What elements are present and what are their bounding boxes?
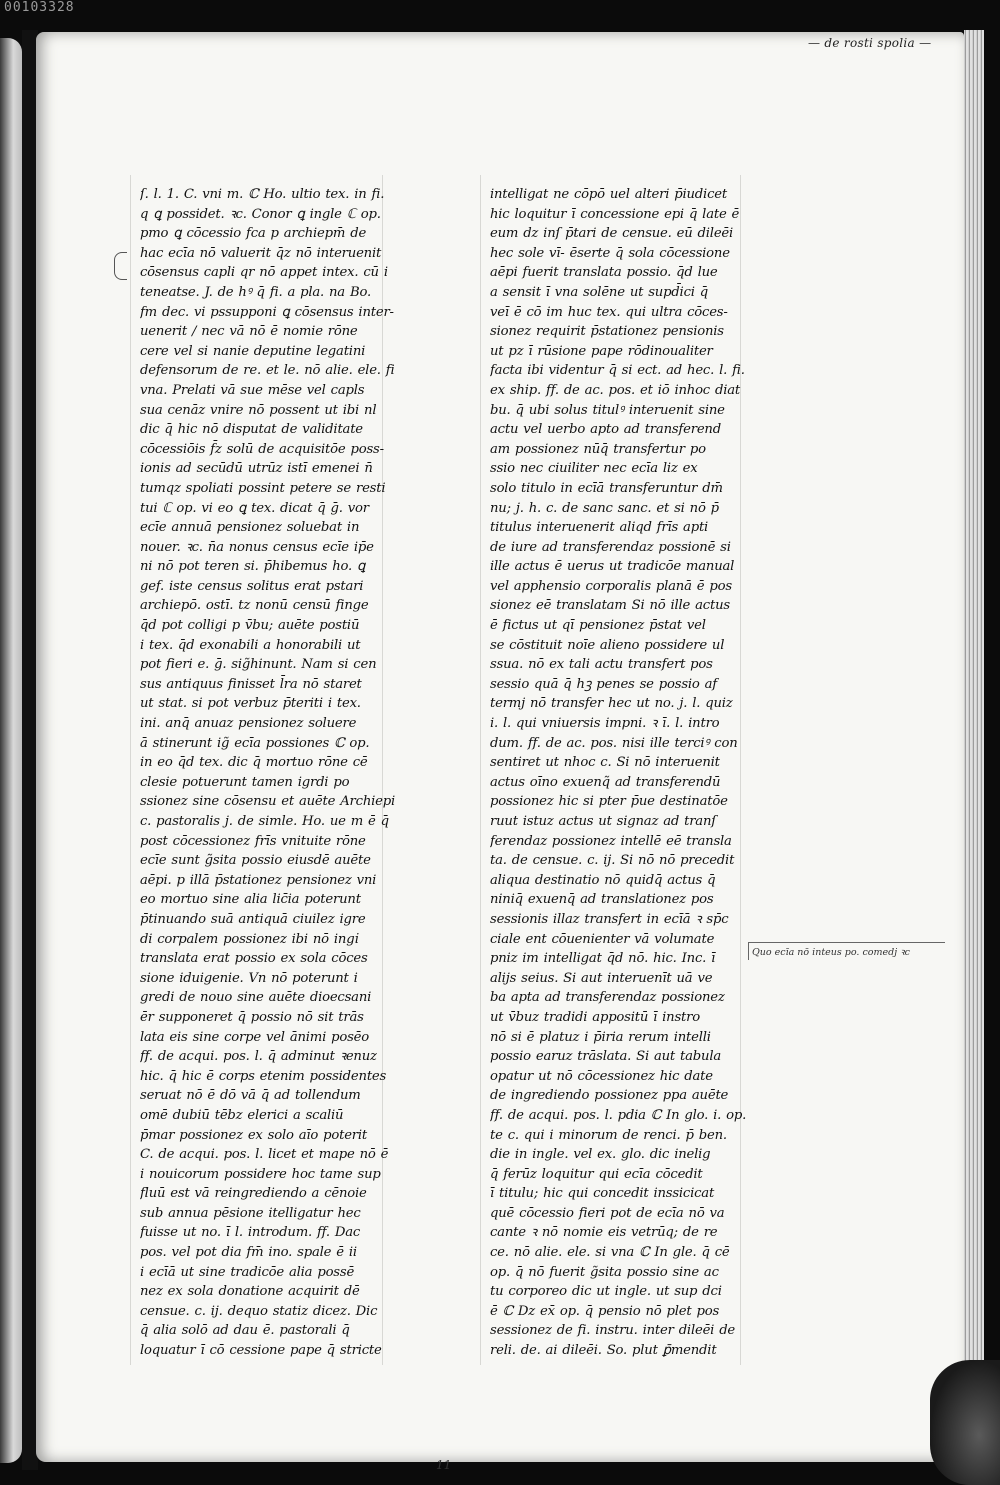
- text-line: sessionez de fi. instru. inter dileēi de: [490, 1323, 736, 1339]
- text-line: ut pz ī rūsione pape rōdinoualiter: [490, 343, 713, 359]
- text-line: possionez hic si pter p̄ue destinatōe: [490, 794, 728, 810]
- text-line: i. l. qui vniuersis impni. ꝛ ī. l. intro: [490, 716, 720, 732]
- ruling-line: [130, 175, 131, 1365]
- text-line: q̄d pot colligi p v̄bu; auēte postiū: [140, 618, 360, 634]
- text-line: aēpi fuerit translata possio. q̄d lue: [490, 265, 718, 281]
- text-line: a sensit ī vna solēne ut supd̄ici q̄: [490, 284, 709, 300]
- text-line: bu. q̄ ubi solus titulꝰ interuenit sine: [490, 402, 725, 418]
- text-line: seruat nō ē dō vā q̄ ad tollendum: [140, 1088, 361, 1104]
- text-line: i tex. q̄d exonabili a honorabili ut: [140, 637, 361, 653]
- text-line: niniq̄ exuenq̄ ad translationez pos: [490, 892, 714, 908]
- text-line: facta ibi videntur q̄ si ect. ad hec. l. fi.: [490, 363, 745, 379]
- text-line: nō si ē platuz i p̄iria rerum intelli: [490, 1029, 711, 1045]
- text-line: sus antiquus finisset l̄ra nō staret: [140, 676, 362, 692]
- text-line: tui ℂ op. vi eo ꝗ tex. dicat q̄ ḡ. vor: [140, 500, 369, 516]
- text-line: p̄mar possionez ex solo aīo poterit: [140, 1127, 368, 1143]
- text-line: ēr supponeret q̄ possio nō sit trās: [140, 1009, 364, 1025]
- text-line: op. q̄ nō fuerit g̃sita possio sine ac: [490, 1264, 719, 1280]
- text-line: am possionez nūq̄ transfertur po: [490, 441, 706, 457]
- text-line: eo mortuo sine alia lic̄ia poterunt: [140, 892, 361, 908]
- text-line: die in ingle. vel ex. glo. dic inelig: [490, 1147, 711, 1163]
- text-line: loquatur ī cō cessione pape q̄ stricte: [140, 1343, 382, 1359]
- text-line: gef. iste census solitus erat pstari: [140, 578, 364, 594]
- text-line: cōcessiōis f̄z solū de acquisitōe poss-: [140, 441, 384, 457]
- archive-code: 00103328: [4, 0, 75, 15]
- text-line: ferendaz possionez intellē eē transla: [490, 833, 732, 849]
- text-line: ruut istuz actus ut signaz ad tranſ: [490, 814, 716, 829]
- text-line: sionez eē translatam Si nō ille actus: [490, 598, 730, 614]
- text-line: ta. de censue. c. ij. Si nō nō precedit: [490, 853, 735, 869]
- text-line: aēpi. p illā p̄stationez pensionez vni: [140, 872, 377, 888]
- text-line: eum dz inſ p̄tari de censue. eū dileēi: [490, 226, 734, 242]
- text-line: fm dec. vi pssupponi ꝗ cōsensus inter-: [140, 304, 394, 320]
- text-line: ff. de acqui. pos. l. pdia ℂ In glo. i. op.: [490, 1107, 747, 1123]
- running-head: — de rosti spolia —: [808, 36, 931, 50]
- text-line: ssua. nō ex tali actu transfert pos: [490, 657, 713, 673]
- text-line: hac ecīa nō valuerit q̄z nō interuenit: [140, 245, 382, 261]
- text-line: se cōstituit noīe alieno possidere ul: [490, 637, 725, 653]
- text-column-left: [140, 185, 402, 1361]
- text-line: i ecīā ut sine tradicōe alia possē: [140, 1264, 355, 1280]
- ruling-line: [480, 175, 481, 1365]
- text-line: ut stat. si pot verbuz p̄teriti i tex.: [140, 696, 361, 712]
- text-line: ā stinerunt ig̃ ecīa possiones ℂ op.: [140, 735, 370, 751]
- margin-bracket-mark: [114, 252, 127, 280]
- text-line: p̄tinuando suā antiquā ciuilez igre: [140, 911, 366, 927]
- text-line: nez ex sola donatione acquirit dē: [140, 1284, 360, 1300]
- text-line: pot fieri e. ḡ. sig̃hinunt. Nam si cen: [140, 657, 377, 673]
- text-line: ni nō pot teren si. p̄hibemus ho. ꝗ: [140, 559, 366, 575]
- text-line: intelligat ne cōpō uel alteri p̄iudicet: [490, 187, 727, 202]
- text-line: nu; j. h. c. de sanc sanc. et si nō p̄: [490, 500, 719, 516]
- text-line: uenerit / nec vā nō ē nomie rōne: [140, 324, 358, 340]
- text-line: aliqua destinatio nō quidq̄ actus q̄: [490, 872, 716, 888]
- text-line: sionez requirit p̄stationez pensionis: [490, 324, 724, 340]
- text-line: vna. Prelati vā sue mēse vel capls: [140, 382, 365, 398]
- text-line: ē ℂ Dz ex̄ op. q̄ pensio nō plet pos: [490, 1303, 720, 1319]
- text-line: i nouicorum possidere hoc tame sup: [140, 1166, 381, 1182]
- left-page-edge: [0, 38, 22, 1463]
- text-line: defensorum de re. et le. nō alie. ele. fi: [140, 363, 395, 379]
- text-line: hic. q̄ hic ē corps etenim possidentes: [140, 1068, 387, 1084]
- text-line: sua cenāz vnire nō possent ut ibi nl: [140, 402, 377, 418]
- text-line: teneatse. J. de hꝰ q̄ fi. a pla. na Bo.: [140, 284, 371, 300]
- text-line: sione iduigenie. Vn nō poterunt i: [140, 970, 358, 986]
- text-line: q ꝗ possidet. ꝛc. Conor ꝗ ingle ℂ op.: [140, 206, 381, 222]
- text-line: pmo ꝗ cōcessio fca p archiepm̄ de: [140, 226, 367, 242]
- text-line: tu corporeo dic ut ingle. ut sup dci: [490, 1284, 722, 1300]
- text-line: ille actus ē uerus ut tradicōe manual: [490, 559, 735, 575]
- text-line: cere vel si nanie deputine legatini: [140, 343, 366, 359]
- text-line: archiepō. ostī. tz nonū censū finge: [140, 598, 369, 614]
- text-line: censue. c. ij. dequo statiz dicez. Dic: [140, 1303, 378, 1319]
- text-line: solo titulo in ecīā transferuntur dm̄: [490, 480, 723, 496]
- text-line: possio earuz trāslata. Si aut tabula: [490, 1049, 721, 1065]
- text-line: hec sole vī- ēserte q̄ sola cōcessione: [490, 245, 730, 261]
- text-line: q̄ alia solō ad dau ē. pastorali q̄: [140, 1323, 350, 1339]
- text-line: dum. ff. de ac. pos. nisi ille terciꝰ con: [490, 735, 738, 751]
- text-line: sub annua pēsione itelligatur hec: [140, 1205, 361, 1221]
- text-line: q̄ ferūz loquitur qui ecīa cōcedit: [490, 1166, 703, 1182]
- text-line: gredi de nouo sine auēte dioecsani: [140, 990, 372, 1006]
- text-line: vel apphensio corporalis planā ē pos: [490, 578, 732, 594]
- text-line: ſ. l. 1. C. vni m. ℂ Ho. ultio tex. in fi.: [140, 187, 385, 202]
- text-line: clesie potuerunt tamen igrdi po: [140, 774, 350, 790]
- folio-number: 11: [436, 1458, 452, 1472]
- text-line: dic q̄ hic nō disputat de validitate: [140, 422, 363, 438]
- text-line: translata erat possio ex sola cōces: [140, 951, 368, 967]
- text-line: ī titulu; hic qui concedit inssicicat: [490, 1186, 715, 1202]
- text-line: alijs seius. Si aut interuenīt uā ve: [490, 970, 713, 986]
- text-line: quē cōcessio fieri pot de ecīa nō va: [490, 1205, 725, 1221]
- text-line: titulus interuenerit aliqd frīs apti: [490, 520, 709, 536]
- text-line: ssionez sine cōsensu et auēte Archiepi: [140, 794, 395, 810]
- text-line: opatur ut nō cōcessionez hic date: [490, 1068, 713, 1084]
- text-line: sentiret ut nhoc c. Si nō interuenit: [490, 755, 720, 771]
- text-line: sessionis illaz transfert in ecīā ꝛ sp̄c: [490, 911, 729, 927]
- text-line: pniz im intelligat q̄d nō. hic. Inc. ī: [490, 951, 716, 967]
- text-line: actu vel uerbo apto ad transferend: [490, 422, 721, 438]
- text-line: ecīe sunt g̃sita possio eiusdē auēte: [140, 853, 371, 869]
- text-line: fluū est vā reingrediendo a cēnoie: [140, 1186, 367, 1202]
- margin-note: Quo ecīa nō inteus po. comedj ꝛc: [748, 942, 945, 960]
- text-line: ba apta ad transferendaz possionez: [490, 990, 725, 1006]
- text-line: ff. de acqui. pos. l. q̄ adminut ꝛenuz: [140, 1049, 377, 1065]
- text-line: reli. de. ai dileēi. So. plut ꝑ̄mendit: [490, 1343, 717, 1359]
- text-line: lata eis sine corpe vel ānimi posēo: [140, 1029, 370, 1045]
- text-line: sessio quā q̄ hꝫ penes se possio af: [490, 676, 717, 692]
- text-line: ini. anq̄ anuaz pensionez soluere: [140, 716, 357, 732]
- text-line: de ingrediendo possionez ppa auēte: [490, 1088, 729, 1104]
- text-line: omē dubiū tēbz elerici a scaliū: [140, 1107, 344, 1123]
- text-line: termj nō transfer hec ut no. j. l. quiz: [490, 696, 733, 712]
- text-line: di corpalem possionez ibi nō ingi̇: [140, 931, 359, 947]
- text-line: cante ꝛ nō nomie eis vetrūq; de re: [490, 1225, 718, 1241]
- text-line: post cōcessionez frīs vnituite rōne: [140, 833, 366, 849]
- text-line: nouer. ꝛc. n̄a nonus census ecīe ip̄e: [140, 539, 374, 555]
- text-line: C. de acqui. pos. l. licet et mape nō ē: [140, 1147, 389, 1163]
- text-line: ē fictus ut qī pensionez p̄stat vel: [490, 618, 706, 634]
- text-line: c. pastoralis j. de simle. Ho. ue m ē q̄: [140, 814, 389, 829]
- text-line: ce. nō alie. ele. si vna ℂ In gle. q̄ cē: [490, 1245, 730, 1261]
- text-line: in eo q̄d tex. dic q̄ mortuo rōne cē: [140, 755, 368, 771]
- text-line: ecīe annuā pensionez soluebat in: [140, 520, 360, 536]
- text-line: de iure ad transferendaz possionē si: [490, 539, 731, 555]
- text-line: ssio nec ciuiliter nec ecīa liz ex: [490, 461, 698, 477]
- text-line: cōsensus capli qr nō appet intex. cū i: [140, 265, 388, 281]
- text-line: te c. qui i minorum de renci. p̄ ben.: [490, 1127, 727, 1143]
- text-line: actus oīno exuenq̃ ad transferendū: [490, 774, 721, 790]
- text-line: hic loquitur ī concessione epi q̄ late ē: [490, 206, 740, 222]
- text-line: ionis ad secūdū utrūz istī emenei n̄: [140, 461, 373, 477]
- text-line: ciale ent cōuenienter vā volumate: [490, 931, 715, 947]
- text-line: fuisse ut no. ī l. introdum. ff. Dac: [140, 1225, 361, 1241]
- page-stack-edge: [964, 30, 984, 1460]
- text-column-right: [490, 185, 752, 1361]
- text-line: ex ship. ff. de ac. pos. et iō inhoc diat: [490, 382, 741, 398]
- text-line: tumqz spoliati possint petere se resti: [140, 480, 386, 496]
- text-line: ut v̄buz tradidi appositū ī instro: [490, 1009, 700, 1025]
- text-line: pos. vel pot dia fm̄ ino. spale ē ii: [140, 1245, 357, 1261]
- holding-thumb: [930, 1360, 1000, 1485]
- text-line: veī ē cō im huc tex. qui ultra cōces-: [490, 304, 728, 320]
